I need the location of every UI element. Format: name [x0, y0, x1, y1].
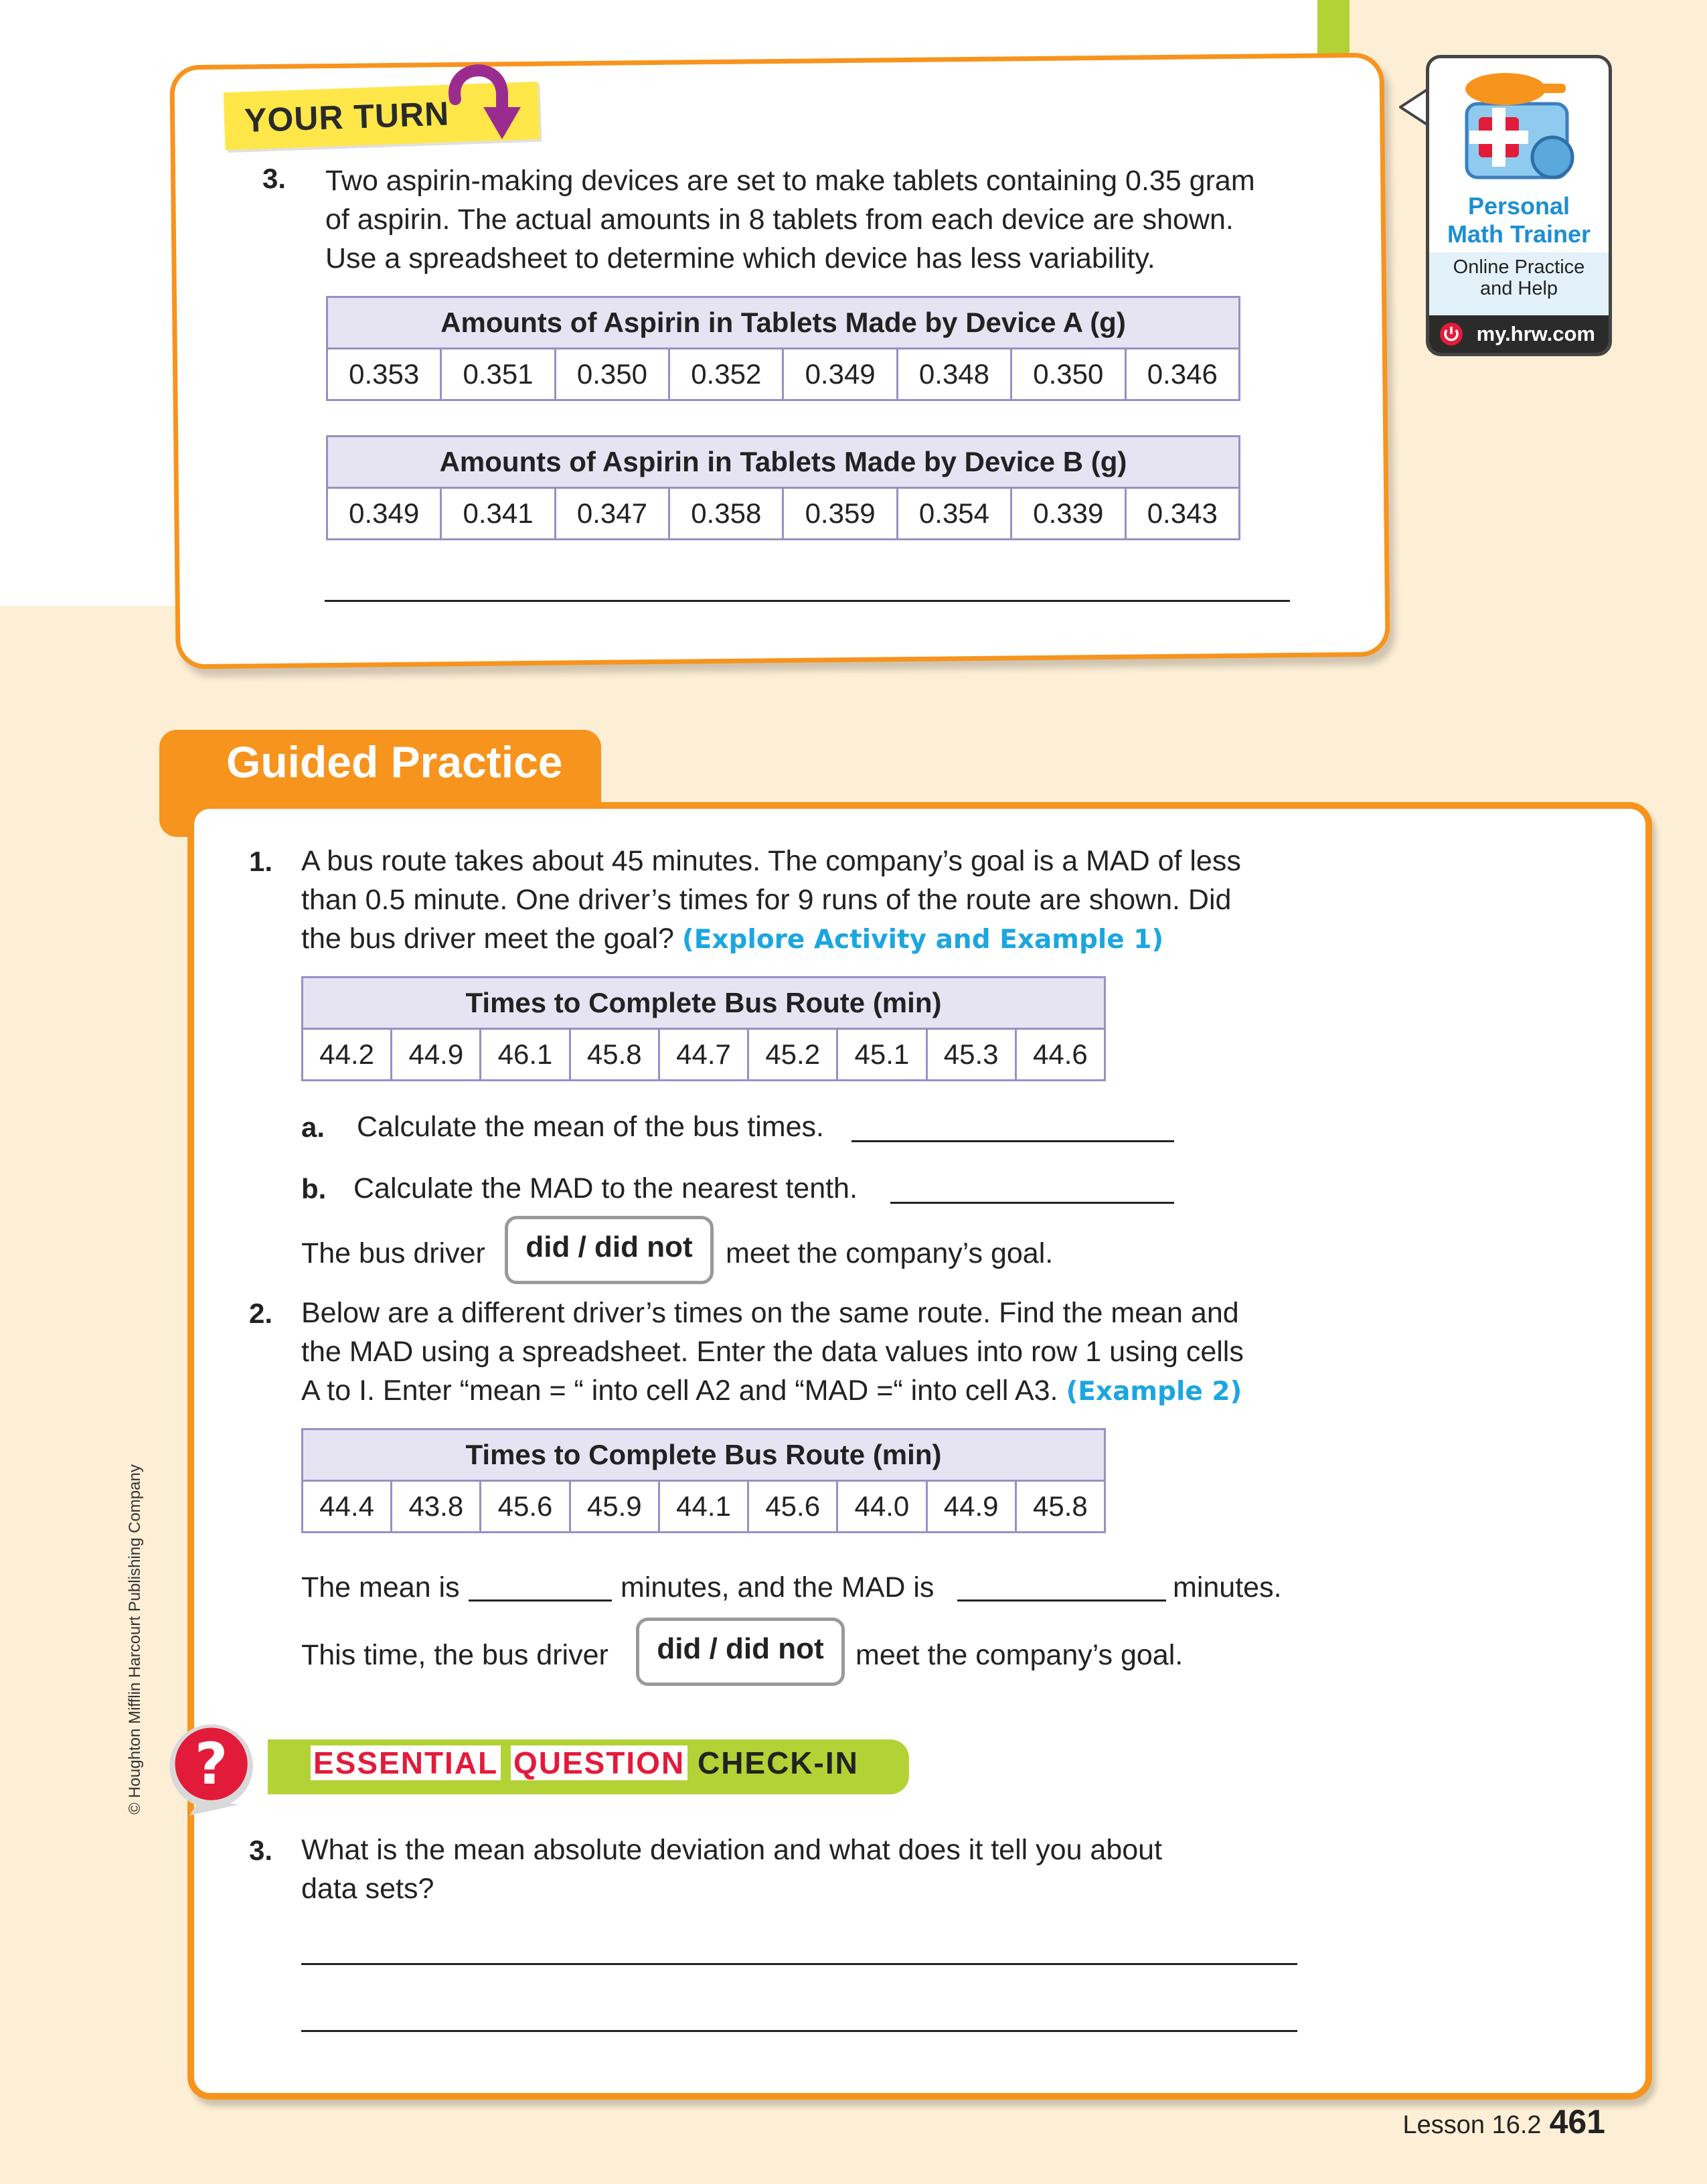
- trainer-link-text: my.hrw.com: [1476, 322, 1595, 345]
- table-cell: 0.350: [1011, 349, 1125, 400]
- page-number: 461: [1549, 2103, 1605, 2140]
- table-cell: 45.8: [1015, 1481, 1105, 1533]
- q1a-text: Calculate the mean of the bus times.: [357, 1111, 824, 1143]
- question-line: than 0.5 minute. One driver’s times for 9 runs of the route are shown. Did: [301, 884, 1232, 916]
- svg-text:?: ?: [194, 1731, 228, 1798]
- eq-number: 3.: [249, 1835, 273, 1866]
- q1-reference[interactable]: (Explore Activity and Example 1): [681, 925, 1164, 955]
- trainer-sub-line1: Online Practice: [1453, 256, 1585, 278]
- question-line: Below are a different driver’s times on the same route. Find the mean and: [301, 1297, 1239, 1329]
- eq-question: [301, 1830, 1346, 1908]
- question-line: Two aspirin-making devices are set to make tablets containing 0.35 gram: [325, 165, 1255, 197]
- table-cell: 0.354: [897, 488, 1011, 540]
- trainer-title-line2: Math Trainer: [1447, 220, 1591, 248]
- table-cell: 0.358: [669, 488, 783, 540]
- q2-reference[interactable]: (Example 2): [1066, 1377, 1242, 1407]
- table-cell: 0.353: [327, 349, 441, 400]
- table-title: Amounts of Aspirin in Tablets Made by Device A (g): [327, 297, 1240, 349]
- table-title: Amounts of Aspirin in Tablets Made by Device B (g): [327, 437, 1240, 488]
- question-line: the MAD using a spreadsheet. Enter the data values into row 1 using cells: [301, 1336, 1244, 1368]
- table-cell: 45.9: [570, 1481, 659, 1533]
- your-turn-number: 3.: [262, 163, 287, 194]
- q1-statement-before: The bus driver: [301, 1237, 485, 1269]
- question-mark-icon: [167, 1714, 277, 1824]
- your-turn-question: [325, 161, 1329, 278]
- q1b-answer-line[interactable]: [890, 1202, 1174, 1204]
- guided-practice-title: Guided Practice: [226, 737, 563, 787]
- table-cell: 44.2: [303, 1029, 392, 1081]
- question-line: data sets?: [301, 1873, 434, 1905]
- table-cell: 45.1: [837, 1029, 926, 1081]
- question-line: [301, 1371, 1346, 1411]
- eq-answer-line-1[interactable]: [301, 1963, 1297, 1965]
- table-cell: 46.1: [481, 1029, 570, 1081]
- table-cell: 0.346: [1125, 349, 1239, 400]
- question-line: A bus route takes about 45 minutes. The company’s goal is a MAD of less: [301, 845, 1241, 877]
- q1-question: [301, 842, 1346, 959]
- table-cell: 45.6: [481, 1481, 570, 1533]
- page-footer: [1403, 2102, 1606, 2141]
- table-cell: 43.8: [392, 1481, 481, 1533]
- q2-mean-after: minutes.: [1173, 1571, 1282, 1604]
- question-line: What is the mean absolute deviation and what does it tell you about: [301, 1834, 1163, 1866]
- first-aid-kit-icon: [1452, 64, 1586, 191]
- question-line: of aspirin. The actual amounts in 8 tablets from each device are shown.: [325, 204, 1234, 236]
- q2-statement-after: meet the company’s goal.: [856, 1639, 1184, 1671]
- eq-word-essential: ESSENTIAL: [311, 1745, 501, 1780]
- eq-word-checkin: CHECK-IN: [697, 1745, 859, 1780]
- table-cell: 45.3: [926, 1029, 1015, 1081]
- q1-times-table: [301, 976, 1106, 1081]
- q1a-answer-line[interactable]: [851, 1140, 1174, 1142]
- question-line-text: A to I. Enter “mean = “ into cell A2 and “MAD =“ into cell A3.: [301, 1375, 1058, 1407]
- q2-mean-mid: minutes, and the MAD is: [621, 1571, 934, 1604]
- table-cell: 0.349: [783, 349, 897, 400]
- essential-question-title: [311, 1745, 859, 1781]
- your-turn-label: YOUR TURN: [244, 94, 451, 140]
- q1b-text: Calculate the MAD to the nearest tenth.: [353, 1172, 858, 1204]
- table-cell: 0.359: [783, 488, 897, 540]
- table-cell: 44.9: [926, 1481, 1015, 1533]
- turn-arrow-icon: [435, 52, 529, 146]
- lesson-label: Lesson 16.2: [1402, 2111, 1542, 2139]
- table-cell: 0.343: [1125, 488, 1239, 540]
- personal-math-trainer-panel[interactable]: [1426, 55, 1612, 356]
- table-cell: 0.352: [669, 349, 783, 400]
- eq-word-question: QUESTION: [511, 1745, 687, 1780]
- q1a-label: a.: [301, 1111, 325, 1143]
- answer-line[interactable]: [325, 600, 1290, 602]
- table-cell: 45.6: [748, 1481, 837, 1533]
- device-b-table: [326, 435, 1240, 540]
- trainer-title: [1429, 192, 1609, 248]
- table-cell: 44.7: [659, 1029, 748, 1081]
- table-cell: 44.1: [659, 1481, 748, 1533]
- trainer-sub-line2: and Help: [1479, 278, 1558, 299]
- trainer-link[interactable]: [1429, 315, 1609, 353]
- table-cell: 44.4: [303, 1481, 392, 1533]
- table-cell: 0.339: [1011, 488, 1125, 540]
- q2-number: 2.: [249, 1298, 273, 1329]
- q1b-label: b.: [301, 1173, 327, 1204]
- table-cell: 45.8: [570, 1029, 659, 1081]
- table-cell: 0.348: [897, 349, 1011, 400]
- question-line-text: the bus driver meet the goal?: [301, 923, 674, 955]
- question-line: [301, 919, 1346, 959]
- table-cell: 0.350: [555, 349, 669, 400]
- table-title: Times to Complete Bus Route (min): [303, 978, 1105, 1029]
- table-cell: 0.347: [555, 488, 669, 540]
- table-cell: 45.2: [748, 1029, 837, 1081]
- table-cell: 44.9: [392, 1029, 481, 1081]
- power-icon: [1439, 321, 1464, 347]
- table-cell: 0.351: [441, 349, 555, 400]
- q1-did-did-not-choice[interactable]: did / did not: [505, 1216, 714, 1284]
- q1-statement-after: meet the company’s goal.: [726, 1237, 1054, 1269]
- table-cell: 44.6: [1015, 1029, 1105, 1081]
- q2-mean-answer-line[interactable]: [469, 1600, 612, 1602]
- table-cell: 0.341: [441, 488, 555, 540]
- table-cell: 0.349: [327, 488, 441, 540]
- q2-did-did-not-choice[interactable]: did / did not: [636, 1618, 845, 1686]
- table-cell: 44.0: [837, 1481, 926, 1533]
- trainer-subtitle: [1429, 252, 1609, 317]
- q2-question: [301, 1294, 1346, 1411]
- eq-answer-line-2[interactable]: [301, 2030, 1297, 2032]
- trainer-title-line1: Personal: [1467, 192, 1570, 220]
- copyright-text: © Houghton Mifflin Harcourt Publishing Company: [126, 1464, 144, 1814]
- q1-number: 1.: [249, 846, 273, 877]
- device-a-table: [326, 296, 1240, 401]
- q2-mean-before: The mean is: [301, 1571, 460, 1604]
- table-title: Times to Complete Bus Route (min): [303, 1429, 1105, 1481]
- q2-statement-before: This time, the bus driver: [301, 1639, 608, 1671]
- q2-mad-answer-line[interactable]: [957, 1600, 1166, 1602]
- q2-times-table: [301, 1428, 1106, 1533]
- question-line: Use a spreadsheet to determine which device has less variability.: [325, 242, 1155, 275]
